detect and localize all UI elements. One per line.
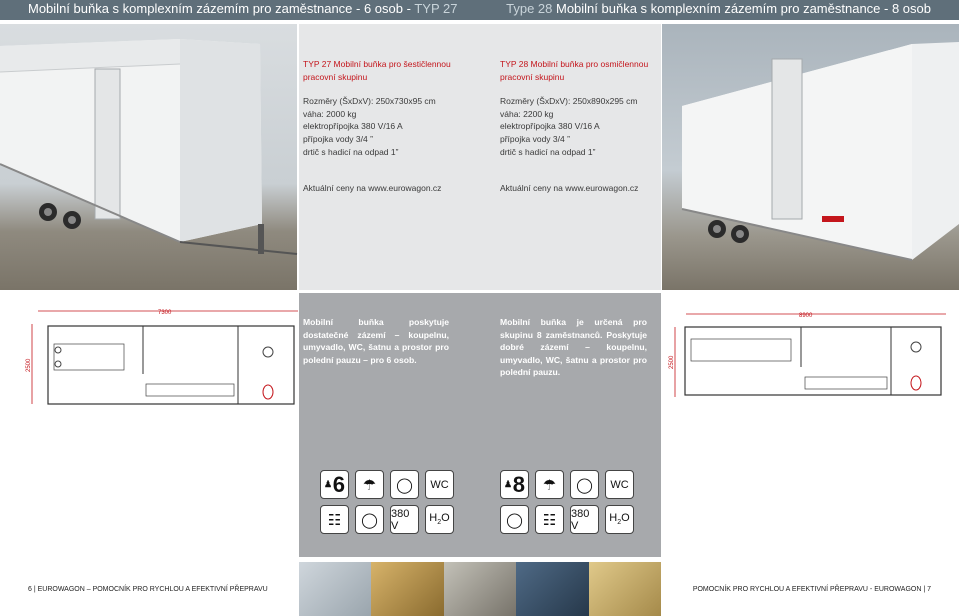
spec-weight: váha: 2000 kg [303, 108, 357, 119]
power-icon: 380 V [390, 505, 419, 534]
spec-dimensions: Rozměry (ŠxDxV): 250x890x295 cm [500, 96, 638, 107]
water-icon: $H_2O$ [425, 505, 454, 534]
price-link[interactable]: Aktuální ceny na www.eurowagon.cz [500, 183, 639, 194]
interior-photo-room [589, 562, 661, 616]
interior-photo-doors [371, 562, 443, 616]
interior-photo-floor [444, 562, 516, 616]
people-count-icon: ♟ 8 [500, 470, 529, 499]
spec-drain: drtič s hadicí na odpad 1” [303, 146, 399, 157]
wc-icon: WC [425, 470, 454, 499]
price-link[interactable]: Aktuální ceny na www.eurowagon.cz [303, 183, 442, 194]
table-chairs-icon: ☷ [535, 505, 564, 534]
interior-photo-lockers [516, 562, 588, 616]
specs-typ28-title-1: TYP 28 Mobilní buňka pro osmičlennou [500, 59, 649, 69]
spec-water: přípojka vody 3/4 ” [500, 133, 570, 144]
spec-power: elektropřípojka 380 V/16 A [303, 121, 403, 132]
specs-typ28-title-2: pracovní skupinu [500, 71, 565, 82]
specs-typ27 [303, 58, 463, 195]
spec-water: přípojka vody 3/4 ” [303, 133, 373, 144]
table-chairs-icon: ☷ [320, 505, 349, 534]
header-left-title: Mobilní buňka s komplexním zázemím pro zaměstnance - 6 osob - TYP 27 [28, 1, 458, 16]
plan-width-label: 8900 [799, 313, 813, 319]
header-right-title: Type 28 Mobilní buňka s komplexním zázemím pro zaměstnance - 8 osob [506, 1, 931, 16]
footer-right: POMOCNÍK PRO RYCHLOU A EFEKTIVNÍ PŘEPRAVU - EUROWAGON | 7 [692, 586, 931, 593]
interior-photo-sink [299, 562, 371, 616]
floorplan-typ28 [671, 307, 946, 402]
spec-weight: váha: 2200 kg [500, 108, 554, 119]
spec-drain: drtič s hadicí na odpad 1” [500, 146, 596, 157]
photo-typ28-trailer [662, 24, 959, 290]
shower-icon: ☂ [355, 470, 384, 499]
spec-dimensions: Rozměry (ŠxDxV): 250x730x95 cm [303, 96, 436, 107]
header-bar [0, 0, 959, 20]
specs-typ28 [500, 58, 660, 195]
specs-typ27-title-2: pracovní skupinu [303, 71, 368, 82]
power-icon: 380 V [570, 505, 599, 534]
plan-height-label: 2500 [669, 355, 675, 369]
spec-power: elektropřípojka 380 V/16 A [500, 121, 600, 132]
description-typ27: Mobilní buňka poskytuje dostatečné zázemí – koupelnu, umyvadlo, WC, šatnu a prostor pro polední pauzu – pro 6 osob. [303, 317, 449, 365]
wardrobe-shirt-icon: ◯ [355, 505, 384, 534]
footer-left: 6 | EUROWAGON – POMOCNÍK PRO RYCHLOU A EFEKTIVNÍ PŘEPRAVU [28, 586, 268, 593]
sink-icon: ◯ [570, 470, 599, 499]
wc-icon: WC [605, 470, 634, 499]
plan-height-label: 2500 [26, 358, 32, 372]
plan-width-label: 7300 [158, 310, 172, 316]
sink-icon: ◯ [390, 470, 419, 499]
specs-typ27-title-1: TYP 27 Mobilní buňka pro šestičlennou [303, 59, 451, 69]
description-typ28: Mobilní buňka je určená pro skupinu 8 zaměstnanců. Poskytuje dobré zázemí – koupelnu, umyvadlo, WC, šatnu a prostor pro polední pauzu. [500, 317, 647, 378]
people-count-icon: ♟ 6 [320, 470, 349, 499]
photo-typ27-trailer [0, 24, 297, 290]
interior-photo-strip [299, 562, 661, 616]
floorplan-typ27 [28, 304, 298, 410]
feature-icons-typ27 [320, 470, 470, 534]
feature-icons-typ28 [500, 470, 650, 534]
wardrobe-shirt-icon: ◯ [500, 505, 529, 534]
shower-icon: ☂ [535, 470, 564, 499]
water-icon: $H_2O$ [605, 505, 634, 534]
